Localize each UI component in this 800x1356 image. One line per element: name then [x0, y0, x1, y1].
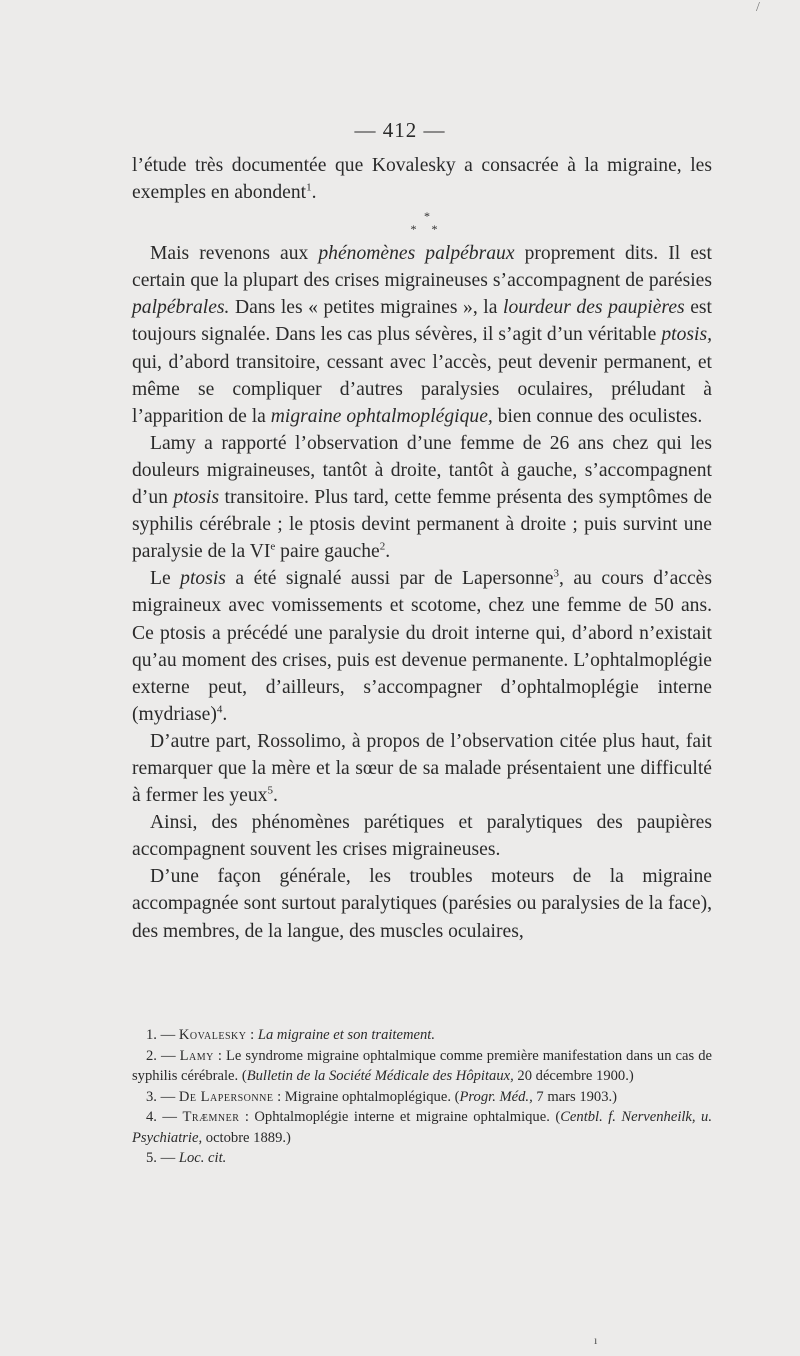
text-span: octobre 1889.) [202, 1129, 291, 1146]
text-span: Le [150, 568, 181, 590]
body-text [132, 152, 712, 945]
text-span: : Le syndrome migraine ophtalmique comme première manifestation dans un cas de syphilis cérébrale. ( [132, 1047, 712, 1084]
footnote-number: 1. — [146, 1027, 179, 1043]
footnote-number: 4. — [146, 1109, 183, 1125]
footnote-author: De Lapersonne [178, 1088, 274, 1105]
footnote-title: Loc. cit. [178, 1150, 227, 1166]
footnote-2 [132, 1046, 712, 1087]
bottom-mark: ı [594, 1333, 598, 1347]
italic-term: ptosis [180, 568, 226, 590]
footnote-journal: Bulletin de la Société Médicale des Hôpitaux, [246, 1068, 514, 1084]
paragraph-4 [132, 565, 712, 728]
superscript: e [270, 540, 276, 553]
footnote-author: Kovalesky [178, 1027, 247, 1043]
footnote-ref: 1 [306, 181, 312, 194]
footnote-number: 2. — [146, 1047, 180, 1064]
paragraph-7: D’une façon générale, les troubles moteurs de la migraine accompagnée sont surtout paralytiques (parésies ou paralysies de la face), des membres, de la langue, des muscles oculaires, [132, 866, 712, 942]
footnote-ref: 2 [379, 540, 386, 553]
text-span: . [272, 785, 278, 807]
text-span: a été signalé aussi par de Lapersonne [225, 568, 554, 590]
italic-term: ptosis, [661, 324, 712, 346]
footnote-journal: Progr. Méd., [459, 1088, 533, 1105]
text-span: proprement dits. Il est certain que la plupart des crises migraineuses s’accompagnent de parésies [132, 243, 712, 292]
italic-term: palpébrales. [132, 297, 230, 319]
italic-term: ptosis [173, 487, 220, 509]
text-span: l’étude très documentée que Kovalesky a consacrée à la migraine, les exemples en abondent [132, 155, 712, 204]
text-span: Mais revenons aux [150, 243, 319, 265]
star-bottom: * * [410, 222, 444, 237]
text-span: : [246, 1027, 258, 1043]
footnote-4 [132, 1107, 712, 1148]
text-span: transitoire. Plus tard, cette femme présenta des symptômes de syphilis cérébrale ; le ptosis devint permanent à droite ; puis survint une paralysie de la VI [132, 487, 712, 563]
paragraph-3 [132, 430, 712, 565]
text-span: Dans les « petites migraines », la [229, 297, 503, 319]
footnote-title: La migraine et son traitement. [257, 1027, 435, 1043]
text-span: Lamy a rapporté l’observation d’une femme de 26 ans chez qui les douleurs migraineuses, tantôt à droite, tantôt à gauche, s’accompagnent d’un [132, 432, 712, 509]
paragraph-5 [132, 728, 712, 809]
text-span: . [222, 703, 228, 725]
text-span: est toujours signalée. Dans les cas plus sévères, il s’agit d’un véritable [132, 297, 712, 346]
paragraph-6: Ainsi, des phénomènes parétiques et paralytiques des paupières accompagnent souvent les crises migraineuses. [132, 812, 712, 861]
italic-term: migraine ophtalmoplégique, [270, 405, 493, 427]
corner-mark: / [756, 0, 760, 15]
page-number: — 412 — [354, 118, 446, 142]
italic-term: lourdeur des paupières [503, 297, 685, 319]
footnote-ref: 3 [553, 567, 559, 580]
text-span: . [385, 541, 391, 563]
paragraph-1 [132, 152, 712, 206]
footnote-3 [132, 1087, 712, 1108]
footnote-ref: 4 [216, 703, 223, 716]
section-separator [132, 210, 712, 236]
star-top: * [424, 209, 430, 224]
footnote-1 [132, 1025, 712, 1046]
footnote-author: Lamy [179, 1047, 214, 1064]
footnote-5 [132, 1148, 712, 1169]
text-span: 7 mars 1903.) [532, 1088, 618, 1105]
italic-term: phénomènes palpébraux [318, 243, 515, 265]
footnote-ref: 5 [267, 784, 273, 797]
paragraph-2 [132, 240, 712, 430]
text-span: : Migraine ophtalmoplégique. ( [273, 1088, 460, 1105]
text-span: qui, d’abord transitoire, cessant avec l’accès, peut devenir permanent, et même se compliquer d’autres paralysies oculaires, préludant à l’apparition de la [132, 351, 712, 427]
footnote-author: Træmner [182, 1109, 240, 1125]
text-span: 20 décembre 1900.) [513, 1068, 634, 1084]
text-span: paire gauche [275, 541, 380, 563]
text-span: , au cours d’accès migraineux avec vomissements et scotome, chez une femme de 50 ans. Ce ptosis a précédé une paralysie du droit interne qui, d’abord n’existait qu’au moment des crises, puis est devenue permanente. L’ophtalmoplégie externe peut, d’ailleurs, s’accompagner d’ophtalmoplégie interne (mydriase) [132, 568, 712, 725]
text-span: . [311, 182, 317, 204]
footnotes [132, 1025, 712, 1169]
footnote-number: 5. — [146, 1150, 179, 1166]
footnote-journal: Centbl. f. Nervenheilk, u. Psychiatrie, [132, 1109, 712, 1146]
text-span: D’autre part, Rossolimo, à propos de l’observation citée plus haut, fait remarquer que la mère et la sœur de sa malade présentaient une difficulté à fermer les yeux [132, 730, 712, 807]
text-span: bien connue des oculistes. [492, 405, 703, 427]
footnote-number: 3. — [146, 1088, 179, 1105]
text-span: : Ophtalmoplégie interne et migraine ophtalmique. ( [239, 1109, 561, 1125]
